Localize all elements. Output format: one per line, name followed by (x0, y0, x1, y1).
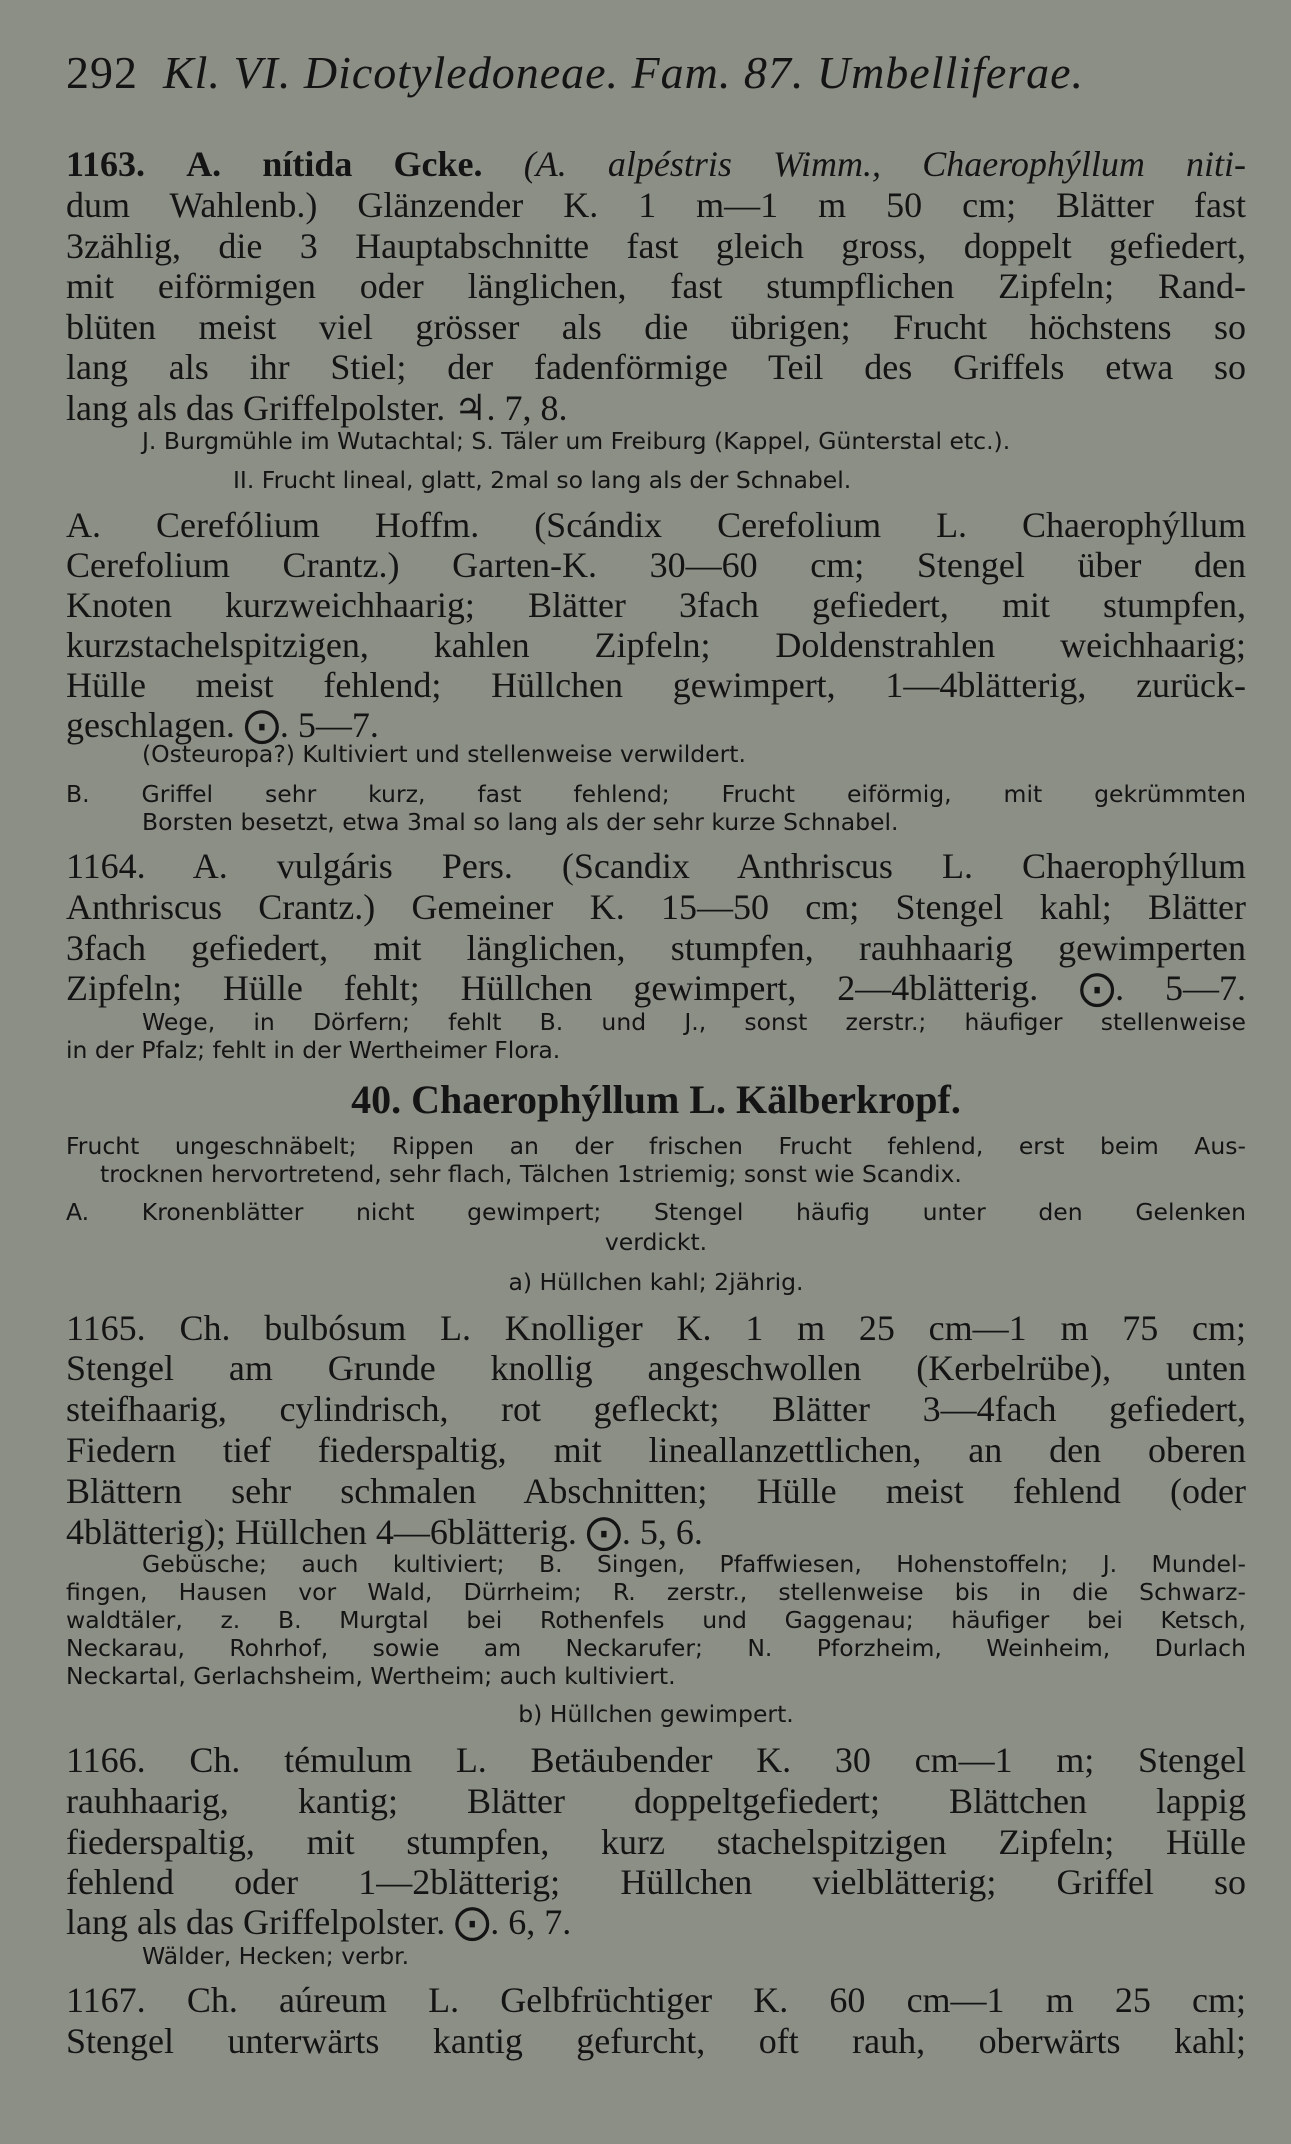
genus-description: Frucht ungeschnäbelt; Rippen an der frischen Frucht fehlend, erst beim Aus- (66, 1132, 1246, 1160)
text-line: Anthriscus Crantz.) Gemeiner K. 15—50 cm; Stengel kahl; Blätter (66, 887, 1246, 927)
text-line: mit eiförmigen oder länglichen, fast stumpflichen Zipfeln; Rand- (66, 266, 1246, 306)
text-line: geschlagen. ⨀. 5—7. (66, 705, 379, 745)
text-line: steifhaarig, cylindrisch, rot gefleckt; Blätter 3—4fach gefiedert, (66, 1389, 1246, 1429)
text-line: 3fach gefiedert, mit länglichen, stumpfen, rauhhaarig gewimperten (66, 928, 1246, 968)
genus-description: trocknen hervortretend, sehr flach, Tälchen 1striemig; sonst wie Scandix. (100, 1160, 962, 1188)
text-line: Blättern sehr schmalen Abschnitten; Hülle meist fehlend (oder (66, 1471, 1246, 1511)
text-line: fehlend oder 1—2blätterig; Hüllchen vielblätterig; Griffel so (66, 1862, 1246, 1902)
distribution-note: J. Burgmühle im Wutachtal; S. Täler um Freiburg (Kappel, Günterstal etc.). (142, 427, 1011, 455)
text-line: fiederspaltig, mit stumpfen, kurz stachelspitzigen Zipfeln; Hülle (66, 1822, 1246, 1862)
key-line: II. Frucht lineal, glatt, 2mal so lang als der Schnabel. (233, 466, 852, 494)
text-line: Stengel am Grunde knollig angeschwollen (Kerbelrübe), unten (66, 1348, 1246, 1388)
distribution-note: Wälder, Hecken; verbr. (142, 1942, 410, 1970)
text-line: Cerefolium Crantz.) Garten-K. 30—60 cm; Stengel über den (66, 545, 1246, 585)
species-name: A. nítida Gcke. (186, 144, 483, 184)
distribution-note: (Osteuropa?) Kultiviert und stellenweise verwildert. (142, 740, 746, 768)
text-line: Fiedern tief fiederspaltig, mit lineallanzettlichen, an den oberen (66, 1430, 1246, 1470)
species-1164-heading: 1164. A. vulgáris Pers. (Scandix Anthriscus L. Chaerophýllum (66, 846, 1246, 886)
text-line: kurzstachelspitzigen, kahlen Zipfeln; Doldenstrahlen weichhaarig; (66, 625, 1246, 665)
running-header (66, 46, 1186, 99)
distribution-note: fingen, Hausen vor Wald, Dürrheim; R. zerstr., stellenweise bis in die Schwarz- (66, 1578, 1246, 1606)
text-line: Zipfeln; Hülle fehlt; Hüllchen gewimpert, 2—4blätterig. ⨀. 5—7. (66, 968, 1246, 1008)
species-cerefolium-heading: A. Cerefólium Hoffm. (Scándix Cerefolium L. Chaerophýllum (66, 505, 1246, 545)
distribution-note: Neckartal, Gerlachsheim, Wertheim; auch kultiviert. (66, 1662, 676, 1690)
synonym-text: (A. alpéstris Wimm., Chaerophýllum niti- (482, 144, 1247, 184)
distribution-note: in der Pfalz; fehlt in der Wertheimer Flora. (66, 1036, 561, 1064)
key-line: Borsten besetzt, etwa 3mal so lang als der sehr kurze Schnabel. (142, 808, 899, 836)
text-line: dum Wahlenb.) Glänzender K. 1 m—1 m 50 cm; Blätter fast (66, 185, 1246, 225)
distribution-note: Gebüsche; auch kultiviert; B. Singen, Pfaffwiesen, Hohenstoffeln; J. Mundel- (142, 1550, 1246, 1578)
text-line: 4blätterig); Hüllchen 4—6blätterig. ⨀. 5, 6. (66, 1512, 703, 1552)
key-line: b) Hüllchen gewimpert. (518, 1700, 794, 1728)
species-1167-heading: 1167. Ch. aúreum L. Gelbfrüchtiger K. 60 cm—1 m 25 cm; (66, 1980, 1246, 2020)
genus-heading: 40. Chaerophýllum L. Kälberkropf. (351, 1077, 961, 1122)
running-title: Kl. VI. Dicotyledoneae. Fam. 87. Umbelliferae. (163, 47, 1085, 98)
text-line: Hülle meist fehlend; Hüllchen gewimpert, 1—4blätterig, zurück- (66, 665, 1246, 705)
species-number: 1163. (66, 144, 146, 184)
distribution-note: Wege, in Dörfern; fehlt B. und J., sonst zerstr.; häufiger stellenweise (142, 1008, 1246, 1036)
text-line: rauhhaarig, kantig; Blätter doppeltgefiedert; Blättchen lappig (66, 1781, 1246, 1821)
distribution-note: Neckarau, Rohrhof, sowie am Neckarufer; N. Pforzheim, Weinheim, Durlach (66, 1634, 1246, 1662)
text-line: Stengel unterwärts kantig gefurcht, oft rauh, oberwärts kahl; (66, 2021, 1246, 2061)
text-line: 3zählig, die 3 Hauptabschnitte fast gleich gross, doppelt gefiedert, (66, 226, 1246, 266)
distribution-note: waldtäler, z. B. Murgtal bei Rothenfels und Gaggenau; häufiger bei Ketsch, (66, 1606, 1246, 1634)
key-line: A. Kronenblätter nicht gewimpert; Stengel häufig unter den Gelenken (66, 1198, 1246, 1226)
species-1165-heading: 1165. Ch. bulbósum L. Knolliger K. 1 m 25 cm—1 m 75 cm; (66, 1308, 1246, 1348)
text-line: lang als das Griffelpolster. ♃. 7, 8. (66, 388, 568, 428)
key-line: a) Hüllchen kahl; 2jährig. (508, 1268, 804, 1296)
species-1166-heading: 1166. Ch. témulum L. Betäubender K. 30 cm—1 m; Stengel (66, 1740, 1246, 1780)
key-line: verdickt. (604, 1228, 708, 1256)
text-line: blüten meist viel grösser als die übrigen; Frucht höchstens so (66, 307, 1246, 347)
page-number: 292 (66, 47, 138, 98)
key-line: B. Griffel sehr kurz, fast fehlend; Frucht eiförmig, mit gekrümmten (66, 780, 1246, 808)
species-1163-line-1 (66, 144, 1246, 184)
text-line: lang als das Griffelpolster. ⨀. 6, 7. (66, 1902, 572, 1942)
text-line: lang als ihr Stiel; der fadenförmige Teil des Griffels etwa so (66, 347, 1246, 387)
text-line: Knoten kurzweichhaarig; Blätter 3fach gefiedert, mit stumpfen, (66, 585, 1246, 625)
